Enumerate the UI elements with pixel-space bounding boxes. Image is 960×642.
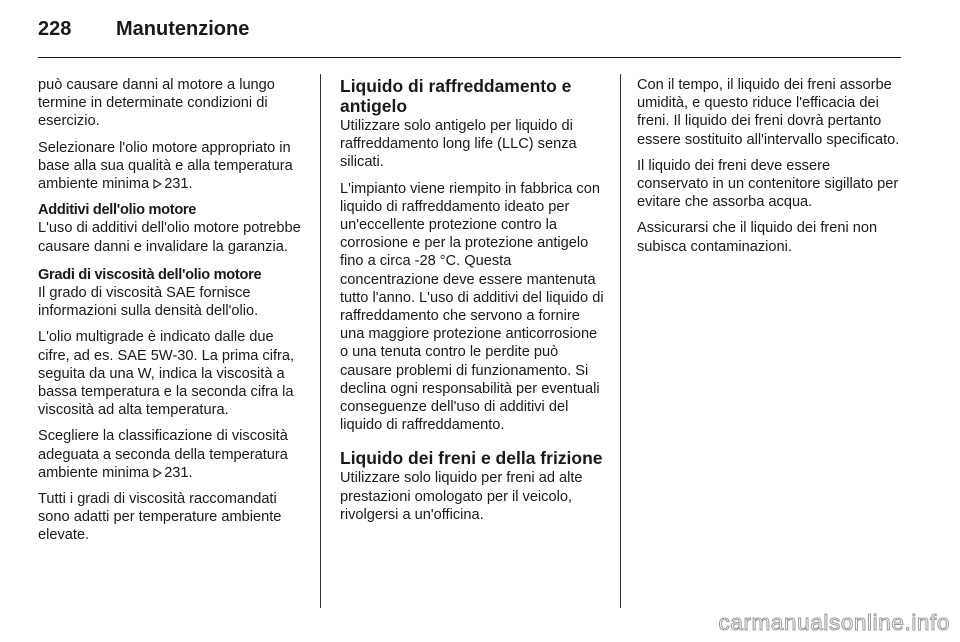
left-column	[38, 76, 304, 545]
paragraph: Tutti i gradi di viscosità raccomandati sono adatti per temperature ambiente elevate.	[38, 491, 282, 544]
header-rule	[38, 57, 901, 58]
paragraph	[38, 427, 304, 482]
arrow-reference-icon	[153, 179, 162, 189]
paragraph: Il grado di viscosità SAE fornisce informazioni sulla densità dell'olio.	[38, 285, 259, 320]
page-reference[interactable]: 231.	[164, 464, 193, 481]
column-divider-right	[620, 74, 621, 608]
paragraph: Il liquido dei freni deve essere conservato in un contenitore sigillato per evitare che assorba acqua.	[637, 157, 899, 211]
paragraph-text: Selezionare l'olio motore appropriato in base alla sua qualità e alla temperatura ambiente minima	[38, 139, 293, 193]
heading-brake-fluid: Liquido dei freni e della frizione	[340, 448, 603, 469]
paragraph: Assicurarsi che il liquido dei freni non subisca contaminazioni.	[637, 220, 878, 255]
page-reference[interactable]: 231.	[164, 176, 193, 193]
watermark: carmanualsonline.info	[718, 610, 950, 635]
arrow-reference-icon	[153, 468, 162, 478]
heading-coolant: Liquido di raffreddamento e antigelo	[340, 76, 572, 116]
paragraph: Con il tempo, il liquido dei freni assorbe umidità, e questo riduce l'efficacia dei freni. Il liquido dei freni dovrà pertanto essere sostituito all'intervallo specificato.	[637, 77, 900, 148]
paragraph-text: Scegliere la classificazione di viscosità adeguata a seconda della temperatura ambiente minima	[38, 428, 288, 481]
paragraph	[38, 139, 304, 194]
column-divider-left	[320, 74, 321, 608]
section-title: Manutenzione	[116, 18, 250, 40]
paragraph: può causare danni al motore a lungo termine in determinate condizioni di esercizio.	[38, 77, 275, 130]
page-number: 228	[38, 18, 72, 40]
paragraph: Utilizzare solo liquido per freni ad alte prestazioni omologato per il veicolo, rivolgersi a un'officina.	[340, 470, 583, 523]
subheading-additives: Additivi dell'olio motore	[38, 202, 197, 219]
paragraph: Utilizzare solo antigelo per liquido di raffreddamento long life (LLC) senza silicati.	[340, 118, 577, 171]
middle-column	[340, 76, 606, 524]
page-header	[38, 18, 249, 48]
right-column	[637, 76, 903, 256]
paragraph: L'impianto viene riempito in fabbrica con liquido di raffreddamento ideato per un'eccellente protezione contro la corrosione e per la protezione antigelo fino a circa -28 °C. Questa concentrazione deve essere mantenuta tutto l'anno. L'uso di additivi del liquido di raffreddamento che servono a fornire una maggiore protezione anticorrosione o una tenuta contro le perdite può causare problemi di funzionamento. Si declina ogni responsabilità per eventuali conseguenze dell'uso di additivi del liquido di raffreddamento.	[340, 180, 604, 434]
paragraph: L'olio multigrade è indicato dalle due cifre, ad es. SAE 5W-30. La prima cifra, seguita da una W, indica la viscosità a bassa temperatura e la seconda cifra la viscosità ad alta temperatura.	[38, 329, 295, 419]
paragraph: L'uso di additivi dell'olio motore potrebbe causare danni e invalidare la garanzia.	[38, 220, 301, 255]
subheading-viscosity: Gradi di viscosità dell'olio motore	[38, 266, 262, 283]
